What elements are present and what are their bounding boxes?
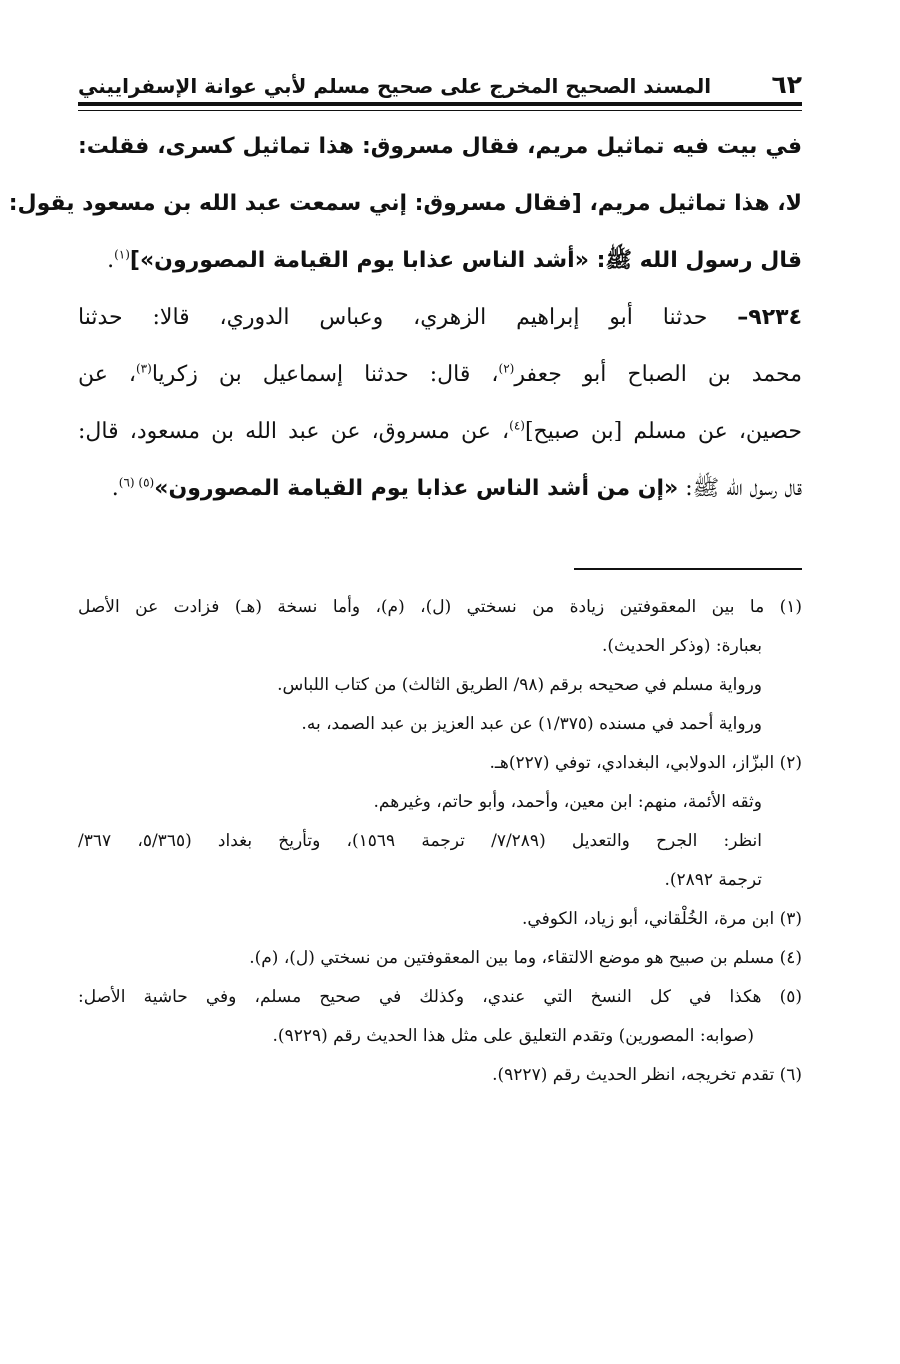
- footnote-2-line-3: انظر: الجرح والتعديل (٧/٢٨٩/ ترجمة ١٥٦٩)، وتأريخ بغداد (٥/٣٦٥، ٣٦٧/: [78, 831, 762, 851]
- main-line-2: لا، هذا تماثيل مريم، [فقال مسروق: إني سمعت عبد الله بن مسعود يقول:: [8, 191, 802, 216]
- main-line-1: في بيت فيه تماثيل مريم، فقال مسروق: هذا تماثيل كسرى، فقلت:: [78, 134, 802, 159]
- footnote-ref: (٥) (٦): [118, 475, 155, 490]
- footnote-4: (٤) مسلم بن صبيح هو موضع الالتقاء، وما بين المعقوفتين من نسختي (ل)، (م).: [249, 948, 802, 968]
- isnad-text: ، قال: حدثنا إسماعيل بن زكريا: [151, 362, 499, 387]
- header-rule-thick: [78, 102, 802, 106]
- sentence-end: .: [111, 476, 119, 501]
- main-line-7: [78, 460, 802, 517]
- footnote-2-line-4: ترجمة ٢٨٩٢).: [664, 870, 762, 890]
- book-title: المسند الصحيح المخرج على صحيح مسلم لأبي عوانة الإسفراييني: [78, 74, 712, 98]
- footnote-5-line-2: (صوابه: المصورين) وتقدم التعليق على مثل هذا الحديث رقم (٩٢٢٩).: [272, 1026, 754, 1046]
- hadith-quote: «أشد الناس عذابا يوم القيامة المصورون»]: [129, 248, 589, 273]
- footnote-1-line-4: ورواية أحمد في مسنده (١/٣٧٥) عن عبد العزيز بن عبد الصمد، به.: [301, 714, 762, 734]
- isnad-text: حصين، عن مسلم [بن صبيح]: [524, 419, 802, 444]
- header-rule-thin: [78, 110, 802, 111]
- footnote-6: (٦) تقدم تخريجه، انظر الحديث رقم (٩٢٢٧).: [492, 1065, 802, 1085]
- footnote-separator: [574, 568, 802, 570]
- running-header: [78, 70, 802, 100]
- footnote-1-line-1: (١) ما بين المعقوفتين زيادة من نسختي (ل)، (م)، وأما نسخة (هـ) فزادت عن الأصل: [78, 597, 802, 617]
- isnad-text: ، عن: [78, 362, 136, 387]
- sentence-end: .: [107, 248, 115, 273]
- hadith-number: ٩٢٣٤–: [737, 305, 802, 330]
- footnotes: [78, 588, 802, 1095]
- isnad-text: حدثنا أبو إبراهيم الزهري، وعباس الدوري، قالا: حدثنا: [78, 305, 738, 330]
- footnote-ref: (٢): [498, 361, 515, 376]
- hadith-quote: «إن من أشد الناس عذابا يوم القيامة المصورون»: [154, 476, 679, 501]
- footnote-5-line-1: (٥) هكذا في كل النسخ التي عندي، وكذلك في صحيح مسلم، وفي حاشية الأصل:: [78, 987, 802, 1007]
- main-line-5: [78, 346, 802, 403]
- footnote-1-line-3: ورواية مسلم في صحيحه برقم (٩٨/ الطريق الثالث) من كتاب اللباس.: [277, 675, 762, 695]
- footnote-ref: (٣): [135, 361, 152, 376]
- isnad-text: ، عن مسروق، عن عبد الله بن مسعود، قال:: [78, 419, 510, 444]
- isnad-text: محمد بن الصباح أبو جعفر: [514, 362, 802, 387]
- footnote-1-line-2: بعبارة: (وذكر الحديث).: [601, 636, 762, 656]
- page-number: ٦٢: [771, 70, 802, 99]
- prophet-saying-intro: قال رسول الله ﷺ:: [588, 248, 802, 273]
- footnote-3: (٣) ابن مرة، الخُلْقاني، أبو زياد، الكوفي.: [522, 909, 802, 929]
- footnote-ref: (٤): [509, 418, 525, 433]
- main-line-3: [78, 232, 802, 289]
- main-line-4: [78, 289, 802, 346]
- footnote-2-line-2: وثقه الأئمة، منهم: ابن معين، وأحمد، وأبو حاتم، وغيرهم.: [373, 792, 762, 812]
- prophet-saying-intro: قال رسول الله ﷺ:: [678, 476, 802, 501]
- main-text: [8, 118, 802, 517]
- main-line-6: [78, 403, 802, 460]
- footnote-ref: (١): [114, 247, 130, 262]
- footnote-2-line-1: (٢) البزّاز، الدولابي، البغدادي، توفي (٢٢٧)هـ.: [489, 753, 802, 773]
